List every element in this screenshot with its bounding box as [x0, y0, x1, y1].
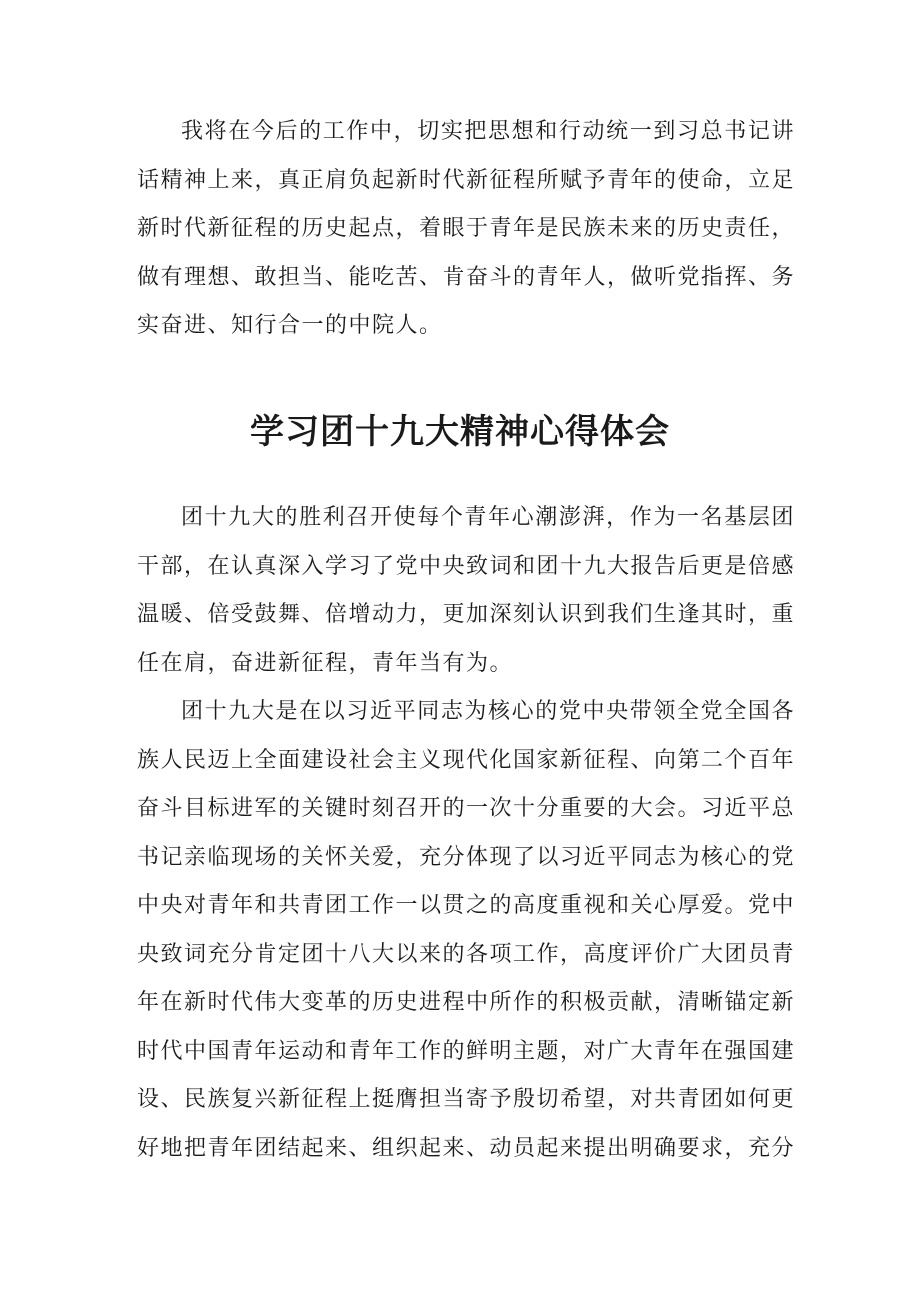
document-title: 学习团十九大精神心得体会	[250, 412, 670, 452]
body-paragraph-2: 团十九大是在以习近平同志为核心的党中央带领全党全国各族人民迈上全面建设社会主义现代化国家新征程、向第二个百年奋斗目标进军的关键时刻召开的一次十分重要的大会。习近平总书记亲临现场的关怀关爱，充分体现了以习近平同志为核心的党中央对青年和共青团工作一以贯之的高度重视和关心厚爱。党中央致词充分肯定团十八大以来的各项工作，高度评价广大团员青年在新时代伟大变革的历史进程中所作的积极贡献，清晰锚定新时代中国青年运动和青年工作的鲜明主题，对广大青年在强国建设、民族复兴新征程上挺膺担当寄予殷切希望，对共青团如何更好地把青年团结起来、组织起来、动员起来提出明确要求，充分	[137, 699, 796, 1161]
intro-section	[137, 108, 795, 351]
body-section	[137, 494, 795, 1173]
intro-paragraph: 我将在今后的工作中，切实把思想和行动统一到习总书记讲话精神上来，真正肩负起新时代新征程所赋予青年的使命，立足新时代新征程的历史起点，着眼于青年是民族未来的历史责任，做有理想、敢担当、能吃苦、肯奋斗的青年人，做听党指挥、务实奋进、知行合一的中院人。	[137, 119, 796, 338]
body-paragraph-1: 团十九大的胜利召开使每个青年心潮澎湃，作为一名基层团干部，在认真深入学习了党中央致词和团十九大报告后更是倍感温暖、倍受鼓舞、倍增动力，更加深刻认识到我们生逢其时，重任在肩，奋进新征程，青年当有为。	[137, 505, 796, 676]
